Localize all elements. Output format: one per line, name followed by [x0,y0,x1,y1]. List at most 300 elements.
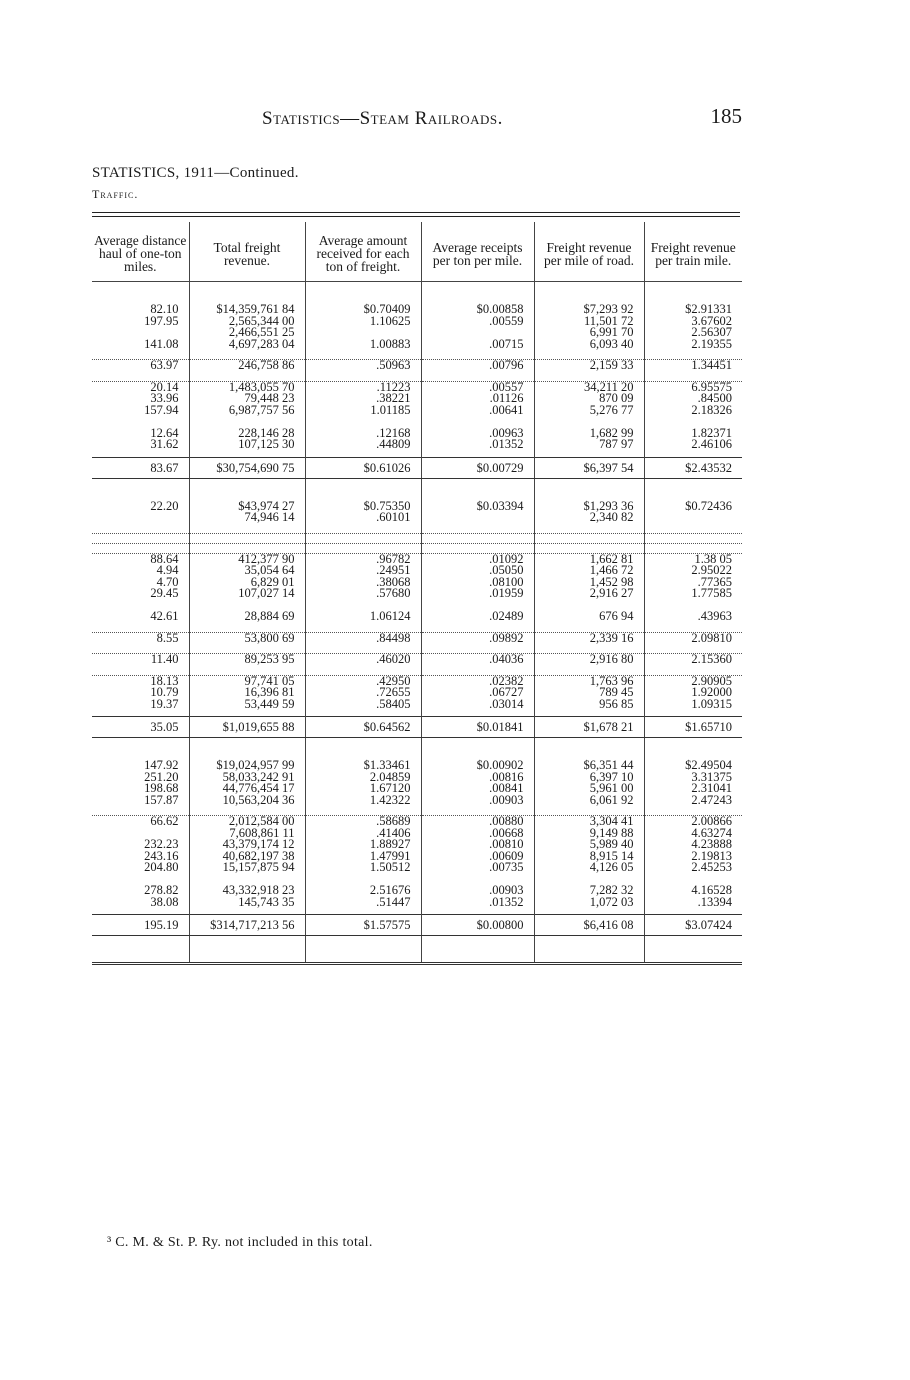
table-cell: 1,682 99 [534,428,644,440]
table-row [92,439,742,451]
table-cell [534,282,644,305]
table-cell: 1.82371 [644,428,742,440]
table-cell: .72655 [305,687,421,699]
table-row [92,577,742,589]
table-cell: 12.64 [150,425,179,440]
table-row [92,428,742,440]
table-cell: 787 97 [534,439,644,451]
table-cell: 2.47243 [644,795,742,807]
table-cell: 6,397 10 [534,772,644,784]
table-cell: 1.09315 [644,699,742,711]
table-cell: 4,697,283 04 [189,339,305,351]
table-cell: .12168 [305,428,421,440]
table-row [92,381,742,393]
table-cell: 243.16 [144,848,179,863]
table-cell: 43,379,174 12 [189,839,305,851]
table-cell: .00559 [421,316,534,328]
table-cell: 1.01185 [305,405,421,417]
table-cell: 18.13 [150,673,179,688]
table-cell: 141.08 [144,336,179,351]
table-cell [421,282,534,305]
table-cell [189,958,305,964]
table-cell: 4,126 05 [534,862,644,874]
statistics-table [92,222,742,965]
table-cell: $6,351 44 [534,760,644,772]
table-cell: 6.95575 [644,381,742,393]
table-cell [534,958,644,964]
table-cell: 6,061 92 [534,795,644,807]
table-cell [305,524,421,534]
table-cell: 19.37 [150,696,179,711]
table-row [92,524,742,534]
table-cell: $1.33461 [305,760,421,772]
table-cell: $0.00729 [421,457,534,478]
table-cell: .00810 [421,839,534,851]
table-cell [189,533,305,543]
table-cell: 3.31375 [644,772,742,784]
table-cell: 2.04859 [305,772,421,784]
table-cell: 1.50512 [305,862,421,874]
table-cell: 8.55 [156,630,179,645]
total-row [92,457,742,478]
table-cell [421,478,534,501]
table-row [92,816,742,828]
table-cell [421,533,534,543]
table-cell: 2.18326 [644,405,742,417]
table-row [92,874,742,886]
table-cell: 1,452 98 [534,577,644,589]
table-subheading: STATISTICS, 1911—Continued. [92,165,299,181]
column-header-avg-receipts: Average receipts per ton per mile. [421,222,534,282]
table-cell: $0.64562 [305,717,421,738]
table-cell: $6,416 08 [534,915,644,936]
table-cell: 676 94 [534,611,644,623]
table-cell: 157.94 [144,402,179,417]
table-cell [421,936,534,959]
table-cell: .00903 [421,795,534,807]
table-cell: 53,800 69 [189,632,305,644]
table-cell: .00715 [421,339,534,351]
table-cell: 1.10625 [305,316,421,328]
table-cell: .02382 [421,675,534,687]
table-cell [644,936,742,959]
table-cell: .09892 [421,632,534,644]
table-cell: .41406 [305,828,421,840]
table-cell [189,524,305,534]
table-cell [189,738,305,761]
table-cell: $1,019,655 88 [189,717,305,738]
table-row [92,282,742,305]
table-cell: 42.61 [150,609,179,623]
table-cell: .01126 [421,393,534,405]
table-cell: $2.91331 [644,304,742,316]
table-row [92,885,742,897]
column-header-avg-amount: Average amount received for each ton of freight. [305,222,421,282]
table-cell: 2,340 82 [534,512,644,524]
table-cell: 58,033,242 91 [189,772,305,784]
table-cell: .38221 [305,393,421,405]
table-cell [534,936,644,959]
table-cell: .38068 [305,577,421,589]
table-cell: .57680 [305,588,421,600]
table-cell: 278.82 [144,883,179,897]
table-cell: $1,678 21 [534,717,644,738]
table-cell: .50963 [305,360,421,372]
table-cell: 2.95022 [644,565,742,577]
table-row [92,565,742,577]
total-row [92,717,742,738]
table-cell: 246,758 86 [189,360,305,372]
table-cell: 1,763 96 [534,675,644,687]
table-cell: 9,149 88 [534,828,644,840]
table-cell: 15,157,875 94 [189,862,305,874]
table-cell: 2.31041 [644,783,742,795]
table-cell: 107,027 14 [189,588,305,600]
table-cell: .00668 [421,828,534,840]
table-cell [92,533,189,543]
total-row [92,915,742,936]
column-header-total-revenue: Total freight revenue. [189,222,305,282]
table-cell: 10.79 [150,685,179,699]
table-cell: 38.08 [150,894,179,909]
table-cell: 8,915 14 [534,851,644,863]
table-row [92,405,742,417]
table-cell: $30,754,690 75 [189,457,305,478]
table-cell: 1.38 05 [644,553,742,565]
table-cell [305,738,421,761]
table-cell: 7,608,861 11 [189,828,305,840]
table-row [92,958,742,964]
table-cell: 66.62 [150,814,179,828]
table-cell: 3,304 41 [534,816,644,828]
table-cell: 1.47991 [305,851,421,863]
table-cell: 4.70 [156,574,179,589]
table-row [92,372,742,382]
table-cell: $43,974 27 [189,501,305,513]
table-cell: .96782 [305,553,421,565]
table-cell: $314,717,213 56 [189,915,305,936]
table-cell: 1.34451 [644,360,742,372]
table-cell: 2.90905 [644,675,742,687]
table-cell [305,282,421,305]
table-cell: 74,946 14 [189,512,305,524]
table-cell: 107,125 30 [189,439,305,451]
table-cell: $1,293 36 [534,501,644,513]
table-cell: 789 45 [534,687,644,699]
table-cell: 6,829 01 [189,577,305,589]
table-cell [534,533,644,543]
table-cell: .00796 [421,360,534,372]
table-cell: 35,054 64 [189,565,305,577]
table-cell [644,478,742,501]
table-cell: 2,565,344 00 [189,316,305,328]
table-cell: 232.23 [144,837,179,851]
traffic-table [92,222,742,965]
table-cell: 6,991 70 [534,327,644,339]
table-cell: .84500 [644,393,742,405]
footnote: ³ C. M. & St. P. Ry. not included in this total. [107,1235,373,1250]
table-body [92,282,742,964]
table-cell: 197.95 [144,313,179,328]
table-cell [421,524,534,534]
table-cell: 31.62 [150,437,179,451]
table-cell [92,512,189,524]
table-cell: .51447 [305,897,421,909]
table-row [92,611,742,623]
table-cell: 4.63274 [644,828,742,840]
table-cell: .84498 [305,632,421,644]
table-row [92,644,742,654]
table-row [92,632,742,644]
table-cell: 870 09 [534,393,644,405]
table-cell [189,478,305,501]
table-cell: 5,276 77 [534,405,644,417]
table-row [92,316,742,328]
table-row [92,760,742,772]
table-cell: 88.64 [150,551,179,566]
table-cell [644,533,742,543]
table-cell: 147.92 [144,758,179,772]
table-cell: 2,339 16 [534,632,644,644]
table-cell: .00903 [421,885,534,897]
table-cell: 2.15360 [644,654,742,666]
table-cell [644,738,742,761]
table-cell: 34,211 20 [534,381,644,393]
table-cell [305,958,421,964]
table-cell: .42950 [305,675,421,687]
table-cell: 20.14 [150,379,179,394]
table-cell: 44,776,454 17 [189,783,305,795]
table-cell: 11.40 [150,652,179,666]
table-cell: 1.92000 [644,687,742,699]
table-row [92,360,742,372]
table-cell: 82.10 [150,302,179,316]
table-row [92,772,742,784]
table-cell: 33.96 [150,391,179,405]
table-cell: .00641 [421,405,534,417]
table-cell [421,738,534,761]
table-cell: 228,146 28 [189,428,305,440]
table-cell: .00880 [421,816,534,828]
table-cell: 79,448 23 [189,393,305,405]
table-cell: $0.72436 [644,501,742,513]
table-row [92,416,742,428]
table-cell: 11,501 72 [534,316,644,328]
table-row [92,588,742,600]
table-row [92,393,742,405]
table-cell: 7,282 32 [534,885,644,897]
table-row [92,654,742,666]
table-cell: 2.51676 [305,885,421,897]
table-cell [644,524,742,534]
table-cell: 97,741 05 [189,675,305,687]
table-cell [92,738,189,761]
table-row [92,699,742,711]
table-row [92,327,742,339]
table-cell: 2.45253 [644,862,742,874]
table-cell: .05050 [421,565,534,577]
table-cell: 956 85 [534,699,644,711]
table-cell: .11223 [305,381,421,393]
table-cell [534,738,644,761]
table-cell [92,478,189,501]
table-row [92,675,742,687]
table-cell: 4.94 [156,563,179,577]
table-row [92,553,742,565]
section-label: Traffic. [92,187,139,201]
table-row [92,851,742,863]
table-cell [421,512,534,524]
table-cell: 1.42322 [305,795,421,807]
table-cell: 2.56307 [644,327,742,339]
table-cell: 6,093 40 [534,339,644,351]
table-cell: $0.70409 [305,304,421,316]
table-cell: $6,397 54 [534,457,644,478]
table-cell: 4.16528 [644,885,742,897]
table-cell: 1,662 81 [534,553,644,565]
table-cell: 83.67 [92,457,189,478]
table-cell: 1,483,055 70 [189,381,305,393]
top-rule [92,212,740,213]
table-cell [305,936,421,959]
table-row [92,828,742,840]
running-title: Statistics—Steam Railroads. [262,108,503,129]
table-cell: $0.01841 [421,717,534,738]
table-cell: 29.45 [150,586,179,600]
table-row [92,339,742,351]
table-cell: $2.49504 [644,760,742,772]
table-row [92,839,742,851]
table-row [92,936,742,959]
table-cell: 157.87 [144,792,179,807]
table-cell: 2,916 80 [534,654,644,666]
table-cell: .00557 [421,381,534,393]
table-cell: .43963 [644,611,742,623]
table-cell: 89,253 95 [189,654,305,666]
column-header-avg-distance: Average distance haul of one-ton miles. [92,222,189,282]
table-cell: 1,072 03 [534,897,644,909]
table-cell: 2,012,584 00 [189,816,305,828]
table-row [92,795,742,807]
table-cell [92,936,189,959]
table-row [92,806,742,816]
table-row [92,783,742,795]
table-cell: .00816 [421,772,534,784]
table-cell [534,478,644,501]
table-cell [305,533,421,543]
table-row [92,623,742,633]
table-cell: .01959 [421,588,534,600]
table-cell: 1.77585 [644,588,742,600]
table-cell: 63.97 [150,358,179,372]
table-cell: .04036 [421,654,534,666]
table-cell: .13394 [644,897,742,909]
table-cell: 2.19813 [644,851,742,863]
header-row [92,222,742,282]
table-cell: 5,989 40 [534,839,644,851]
table-cell [644,512,742,524]
page-number: 185 [710,104,742,128]
table-row [92,687,742,699]
table-cell: $1.57575 [305,915,421,936]
table-cell: .24951 [305,565,421,577]
table-cell: 35.05 [92,717,189,738]
table-cell: 2,466,551 25 [189,327,305,339]
table-cell [644,958,742,964]
table-cell: 2,916 27 [534,588,644,600]
table-row [92,897,742,909]
table-cell: $3.07424 [644,915,742,936]
table-row [92,533,742,543]
table-cell: $0.00858 [421,304,534,316]
table-cell [534,524,644,534]
table-cell: 1.06124 [305,611,421,623]
table-cell [189,282,305,305]
table-cell: 2.19355 [644,339,742,351]
table-cell: .03014 [421,699,534,711]
table-cell: 412,377 90 [189,553,305,565]
table-cell: $19,024,957 99 [189,760,305,772]
table-row [92,478,742,501]
table-cell: 2.46106 [644,439,742,451]
table-cell: 16,396 81 [189,687,305,699]
table-cell: 251.20 [144,769,179,784]
table-cell: 10,563,204 36 [189,795,305,807]
table-row [92,350,742,360]
table-cell: 145,743 35 [189,897,305,909]
table-cell: 22.20 [150,498,179,513]
table-cell: .01352 [421,439,534,451]
table-row [92,512,742,524]
table-cell: 195.19 [92,915,189,936]
table-cell: 204.80 [144,860,179,874]
table-cell: .44809 [305,439,421,451]
column-header-revenue-per-mile: Freight revenue per mile of road. [534,222,644,282]
table-cell: $1.65710 [644,717,742,738]
table-cell: 1.88927 [305,839,421,851]
table-cell [92,282,189,305]
table-cell: $0.61026 [305,457,421,478]
table-row [92,738,742,761]
table-cell [92,958,189,964]
table-cell: 2.09810 [644,632,742,644]
table-cell: .02489 [421,611,534,623]
table-cell: $0.00800 [421,915,534,936]
table-cell: .58689 [305,816,421,828]
page-header [0,104,910,134]
table-cell: .46020 [305,654,421,666]
table-cell: .77365 [644,577,742,589]
top-rule-2 [92,216,740,217]
column-header-revenue-per-train-mile: Freight revenue per train mile. [644,222,742,282]
table-cell: .00735 [421,862,534,874]
table-cell: $0.75350 [305,501,421,513]
table-row [92,666,742,676]
table-cell: .08100 [421,577,534,589]
table-cell: 4.23888 [644,839,742,851]
table-cell: 40,682,197 38 [189,851,305,863]
table-row [92,501,742,513]
table-cell: .58405 [305,699,421,711]
table-cell: 28,884 69 [189,611,305,623]
table-cell: .01352 [421,897,534,909]
table-cell: 2,159 33 [534,360,644,372]
table-cell: $14,359,761 84 [189,304,305,316]
table-row [92,862,742,874]
table-cell: 53,449 59 [189,699,305,711]
table-row [92,543,742,553]
table-cell: 43,332,918 23 [189,885,305,897]
